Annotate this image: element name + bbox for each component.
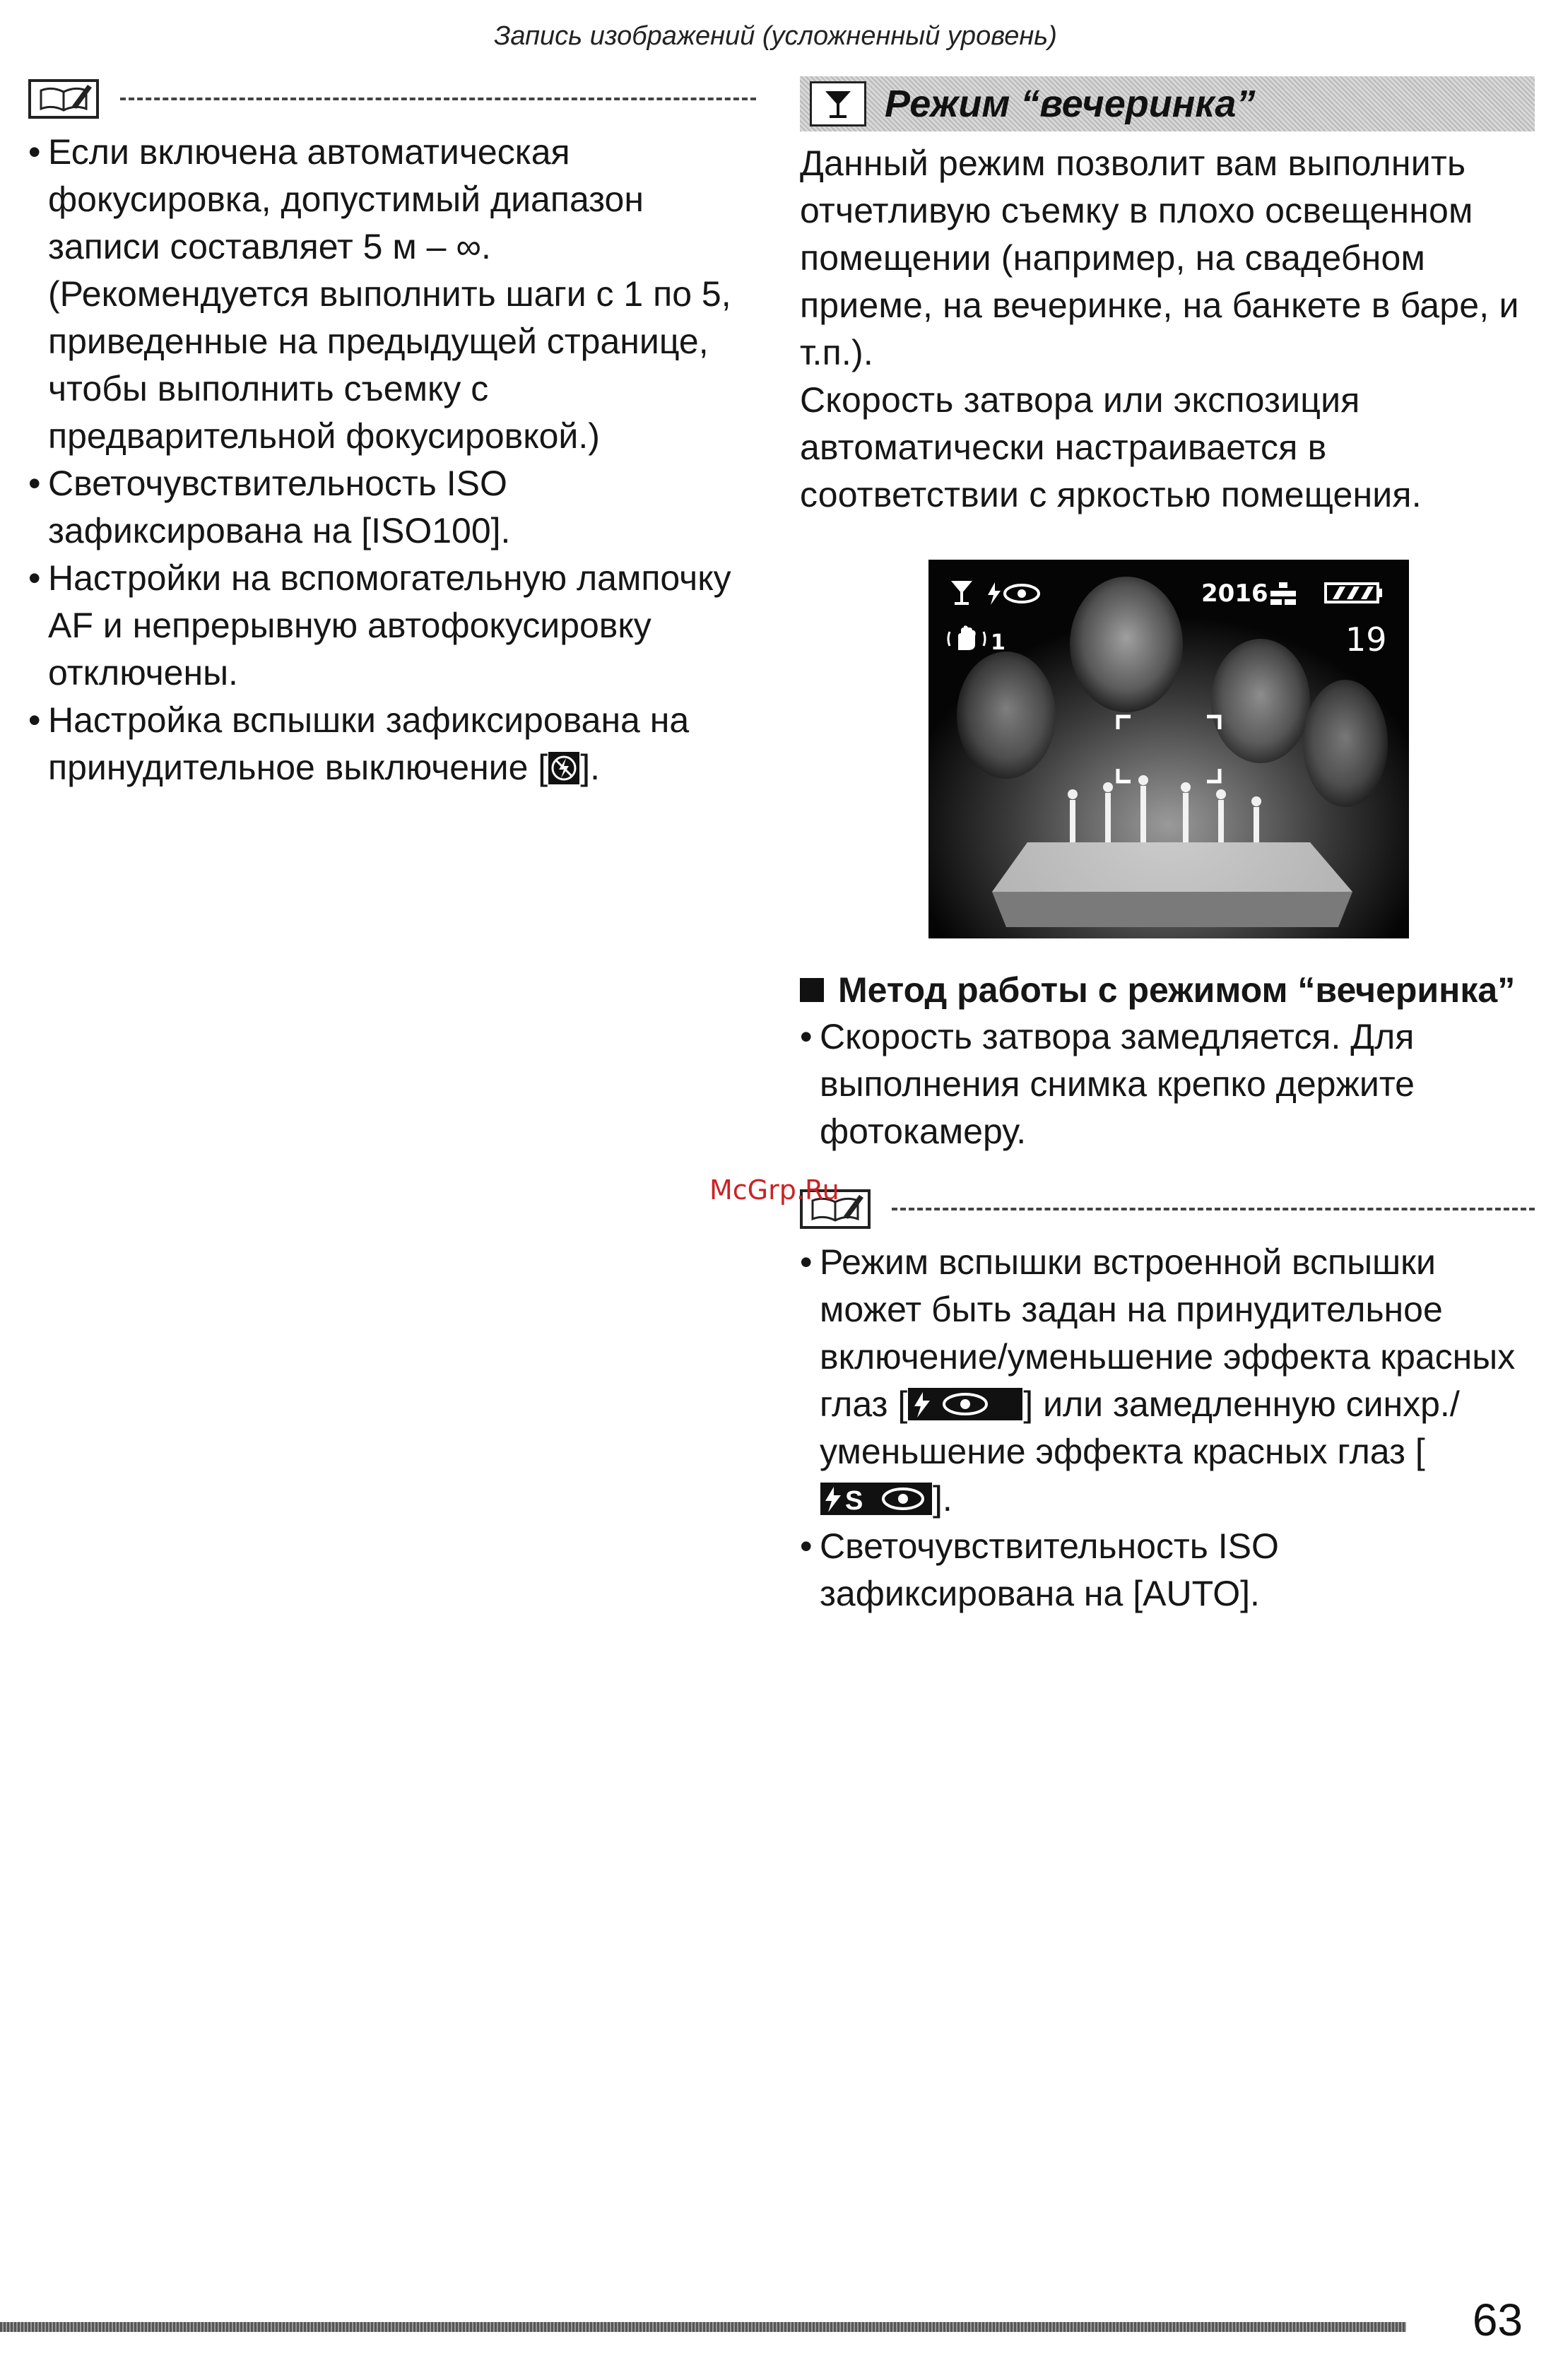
bullet-autofocus-range: • Если включена автоматическая фокусировка, допустимый диапазон записи составляет 5 м – ∞. (Рекомендуется выполнить шаги с 1 по 5, приведенные на предыдущей странице, чтобы выполнить съемку с предварительной фокусировкой.) — [28, 129, 756, 460]
note-header — [28, 76, 756, 122]
right-column — [800, 76, 1535, 1618]
picture-size-osd-icon — [1269, 581, 1297, 606]
mode-exposure-note: Скорость затвора или экспозиция автоматически настраивается в соответствии с яркостью помещения. — [800, 380, 1422, 514]
method-heading — [800, 967, 1535, 1013]
note-divider — [120, 98, 756, 100]
note-bullets — [800, 1239, 1535, 1618]
camera-screen — [928, 560, 1409, 938]
party-scene-image — [928, 560, 1409, 938]
page-number: 63 — [1472, 2294, 1523, 2345]
flash-off-icon — [548, 751, 580, 785]
flash-redeye-icon — [907, 1386, 1023, 1422]
method-bullets — [800, 1013, 1535, 1155]
flash-modes-text-3: ]. — [933, 1479, 953, 1519]
bullet-iso-auto: • Светочувствительность ISO зафиксирована на [AUTO]. — [800, 1523, 1535, 1618]
watermark: McGrp.Ru — [709, 1174, 839, 1206]
heading-bullet-square — [800, 978, 824, 1002]
party-mode-osd-icon — [950, 579, 974, 608]
year-readout: 2016 — [1201, 579, 1268, 608]
flash-modes-text-1: Режим вспышки встроенной вспышки может быть задан на принудительное включение/уменьшение эффекта красных глаз [ — [820, 1242, 1516, 1424]
svg-text:S: S — [845, 1486, 863, 1516]
stabilizer-hand-icon — [947, 625, 986, 653]
flash-bullet-text: Настройка вспышки зафиксирована на принудительное выключение [ — [48, 700, 690, 787]
bullet-shutter-slow: • Скорость затвора замедляется. Для выполнения снимка крепко держите фотокамеру. — [800, 1013, 1535, 1155]
flash-modes-text-2: ] или замедленную синхр./уменьшение эффекта красных глаз [ — [820, 1384, 1460, 1471]
shots-remaining-readout: 19 — [1345, 620, 1387, 659]
note-book-icon — [28, 78, 99, 120]
flash-bullet-close: ]. — [580, 748, 600, 787]
note-header-right — [800, 1186, 1535, 1232]
battery-full-icon — [1324, 581, 1384, 605]
mode-title: Режим “вечеринка” — [885, 83, 1256, 125]
bullet-flash-off — [28, 697, 756, 791]
bullet-flash-modes — [800, 1239, 1535, 1523]
cocktail-glass-icon — [822, 87, 854, 121]
left-bullet-list — [28, 129, 756, 791]
page-header: Запись изображений (усложненный уровень) — [494, 21, 1057, 51]
slow-sync-redeye-icon — [820, 1481, 933, 1516]
flash-redeye-osd-icon — [985, 581, 1042, 606]
bullet-iso: • Светочувствительность ISO зафиксирована на [ISO100]. — [28, 460, 756, 555]
note-divider — [892, 1208, 1535, 1210]
mode-intro: Данный режим позволит вам выполнить отчетливую съемку в плохо освещенном помещении (например, на свадебном приеме, на вечеринке, на банкете в баре, и т.п.). — [800, 143, 1519, 372]
mode-title-bar — [800, 76, 1535, 131]
left-column — [28, 76, 756, 791]
method-heading-text: Метод работы с режимом “вечеринка” — [838, 970, 1516, 1010]
stabilizer-mode-readout: 1 — [991, 630, 1006, 655]
bullet-af-assist: • Настройки на вспомогательную лампочку AF и непрерывную автофокусировку отключены. — [28, 555, 756, 697]
footer-bar — [0, 2322, 1406, 2332]
